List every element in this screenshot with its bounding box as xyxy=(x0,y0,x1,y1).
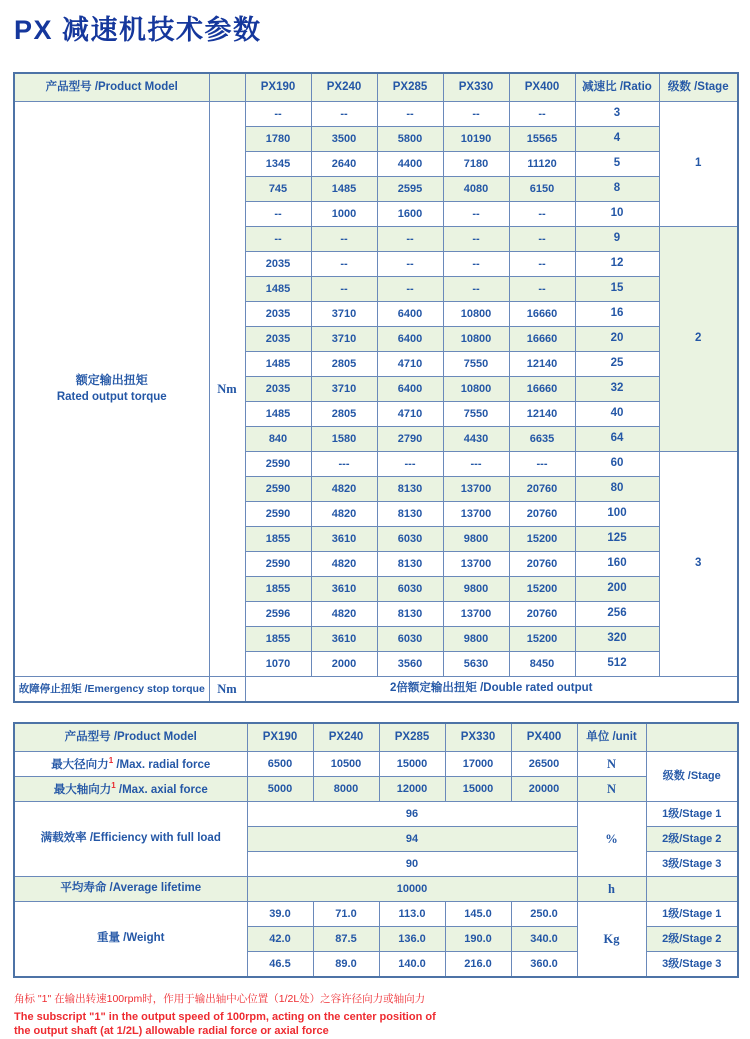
torque-value-cell: 2590 xyxy=(245,552,311,577)
torque-value-cell: 10190 xyxy=(443,127,509,152)
torque-value-cell: 9800 xyxy=(443,527,509,552)
torque-value-cell: 11120 xyxy=(509,152,575,177)
torque-value-cell: 3710 xyxy=(311,302,377,327)
torque-value-cell: -- xyxy=(509,277,575,302)
ratio-cell: 80 xyxy=(575,477,659,502)
ratio-header: 减速比 /Ratio xyxy=(575,73,659,102)
torque-value-cell: 3610 xyxy=(311,527,377,552)
ratio-cell: 64 xyxy=(575,427,659,452)
torque-value-cell: -- xyxy=(245,227,311,252)
lifetime-row xyxy=(14,877,738,902)
stage-label-cell: 1级/Stage 1 xyxy=(646,902,738,927)
product-model-header: 产品型号 /Product Model xyxy=(14,73,209,102)
weight-value-cell: 360.0 xyxy=(511,952,577,978)
stage-column-header xyxy=(646,723,738,752)
torque-value-cell: -- xyxy=(245,102,311,127)
ratio-cell: 512 xyxy=(575,652,659,677)
torque-value-cell: 2790 xyxy=(377,427,443,452)
torque-value-cell: 8130 xyxy=(377,477,443,502)
weight-value-cell: 89.0 xyxy=(313,952,379,978)
torque-value-cell: 10800 xyxy=(443,302,509,327)
torque-value-cell: 12140 xyxy=(509,352,575,377)
weight-value-cell: 190.0 xyxy=(445,927,511,952)
torque-value-cell: 2035 xyxy=(245,377,311,402)
stage-label-cell: 2级/Stage 2 xyxy=(646,827,738,852)
model-header: PX400 xyxy=(511,723,577,752)
ratio-cell: 16 xyxy=(575,302,659,327)
torque-value-cell: 8130 xyxy=(377,502,443,527)
stage-label-cell: 3级/Stage 3 xyxy=(646,852,738,877)
ratio-cell: 40 xyxy=(575,402,659,427)
torque-value-cell: 3500 xyxy=(311,127,377,152)
efficiency-row xyxy=(14,802,738,827)
ratio-cell: 10 xyxy=(575,202,659,227)
torque-value-cell: 3560 xyxy=(377,652,443,677)
ratio-cell: 12 xyxy=(575,252,659,277)
torque-value-cell: 745 xyxy=(245,177,311,202)
torque-value-cell: -- xyxy=(443,277,509,302)
torque-value-cell: -- xyxy=(509,252,575,277)
torque-value-cell: 5800 xyxy=(377,127,443,152)
torque-value-cell: 2590 xyxy=(245,477,311,502)
ratio-cell: 160 xyxy=(575,552,659,577)
torque-value-cell: -- xyxy=(311,227,377,252)
torque-value-cell: 16660 xyxy=(509,377,575,402)
unit-header: 单位 /unit xyxy=(577,723,646,752)
model-header: PX285 xyxy=(377,73,443,102)
torque-value-cell: 3710 xyxy=(311,377,377,402)
torque-value-cell: 1000 xyxy=(311,202,377,227)
force-value-cell: 8000 xyxy=(313,777,379,802)
max-radial-force-label xyxy=(14,752,247,777)
torque-value-cell: --- xyxy=(311,452,377,477)
force-value-cell: 15000 xyxy=(379,752,445,777)
weight-value-cell: 250.0 xyxy=(511,902,577,927)
ratio-cell: 20 xyxy=(575,327,659,352)
torque-value-cell: -- xyxy=(443,252,509,277)
ratio-cell: 256 xyxy=(575,602,659,627)
torque-value-cell: 1855 xyxy=(245,527,311,552)
force-value-cell: 6500 xyxy=(247,752,313,777)
torque-value-cell: 7550 xyxy=(443,352,509,377)
stage-header: 级数 /Stage xyxy=(659,73,738,102)
torque-value-cell: 2035 xyxy=(245,302,311,327)
emergency-value: 2倍额定输出扭矩 /Double rated output xyxy=(245,677,738,703)
stage-label-cell: 1级/Stage 1 xyxy=(646,802,738,827)
torque-value-cell: 4710 xyxy=(377,402,443,427)
ratio-cell: 25 xyxy=(575,352,659,377)
weight-value-cell: 46.5 xyxy=(247,952,313,978)
efficiency-label: 满载效率 /Efficiency with full load xyxy=(14,802,247,877)
torque-value-cell: 2805 xyxy=(311,402,377,427)
footnote-english-line1: The subscript "1" in the output speed of 100rpm, acting on the center position of xyxy=(14,1011,436,1023)
torque-value-cell: 9800 xyxy=(443,627,509,652)
model-header: PX190 xyxy=(245,73,311,102)
model-header: PX285 xyxy=(379,723,445,752)
force-value-cell: 12000 xyxy=(379,777,445,802)
force-superscript: 1 xyxy=(111,780,116,790)
torque-value-cell: 840 xyxy=(245,427,311,452)
torque-value-cell: 2805 xyxy=(311,352,377,377)
torque-value-cell: 10800 xyxy=(443,327,509,352)
torque-value-cell: 4820 xyxy=(311,502,377,527)
torque-value-cell: --- xyxy=(377,452,443,477)
ratio-cell: 125 xyxy=(575,527,659,552)
torque-unit-cell: Nm xyxy=(209,102,245,677)
torque-value-cell: -- xyxy=(311,277,377,302)
weight-value-cell: 42.0 xyxy=(247,927,313,952)
torque-value-cell: 2035 xyxy=(245,327,311,352)
stage-cell: 1 xyxy=(659,102,738,227)
specs-table xyxy=(13,722,739,978)
torque-value-cell: --- xyxy=(443,452,509,477)
torque-value-cell: 1345 xyxy=(245,152,311,177)
torque-value-cell: 16660 xyxy=(509,302,575,327)
stage-cell: 2 xyxy=(659,227,738,452)
stage-cell: 3 xyxy=(659,452,738,677)
model-header: PX330 xyxy=(443,73,509,102)
torque-row-label xyxy=(14,102,209,677)
torque-value-cell: 6400 xyxy=(377,327,443,352)
torque-value-cell: 12140 xyxy=(509,402,575,427)
weight-value-cell: 71.0 xyxy=(313,902,379,927)
ratio-cell: 15 xyxy=(575,277,659,302)
ratio-cell: 4 xyxy=(575,127,659,152)
emergency-unit-cell: Nm xyxy=(209,677,245,703)
ratio-cell: 200 xyxy=(575,577,659,602)
emergency-label: 故障停止扭矩 /Emergency stop torque xyxy=(14,677,209,703)
force-value-cell: 26500 xyxy=(511,752,577,777)
torque-value-cell: 2000 xyxy=(311,652,377,677)
force-value-cell: 15000 xyxy=(445,777,511,802)
torque-value-cell: 8130 xyxy=(377,552,443,577)
torque-value-cell: -- xyxy=(443,227,509,252)
torque-value-cell: 6030 xyxy=(377,577,443,602)
torque-value-cell: 1485 xyxy=(311,177,377,202)
force-row xyxy=(14,777,738,802)
weight-label: 重量 /Weight xyxy=(14,902,247,978)
weight-value-cell: 216.0 xyxy=(445,952,511,978)
torque-value-cell: 13700 xyxy=(443,502,509,527)
torque-value-cell: -- xyxy=(311,252,377,277)
unit-column-header xyxy=(209,73,245,102)
efficiency-value-cell: 94 xyxy=(247,827,577,852)
torque-value-cell: 3610 xyxy=(311,627,377,652)
torque-value-cell: 4430 xyxy=(443,427,509,452)
lifetime-stage-cell xyxy=(646,877,738,902)
lifetime-value-cell: 10000 xyxy=(247,877,577,902)
torque-value-cell: -- xyxy=(377,227,443,252)
torque-value-cell: 4080 xyxy=(443,177,509,202)
specs-header-row xyxy=(14,723,738,752)
torque-value-cell: 13700 xyxy=(443,477,509,502)
torque-value-cell: 4820 xyxy=(311,552,377,577)
torque-value-cell: 6150 xyxy=(509,177,575,202)
torque-value-cell: 3610 xyxy=(311,577,377,602)
model-header: PX240 xyxy=(313,723,379,752)
force-value-cell: 5000 xyxy=(247,777,313,802)
force-unit-cell: N xyxy=(577,777,646,802)
torque-value-cell: 1485 xyxy=(245,352,311,377)
torque-value-cell: -- xyxy=(509,202,575,227)
torque-value-cell: 7550 xyxy=(443,402,509,427)
torque-value-cell: -- xyxy=(311,102,377,127)
torque-value-cell: 1580 xyxy=(311,427,377,452)
torque-value-cell: 1600 xyxy=(377,202,443,227)
footnote-english-line2: the output shaft (at 1/2L) allowable radial force or axial force xyxy=(14,1025,329,1038)
ratio-cell: 60 xyxy=(575,452,659,477)
force-value-cell: 17000 xyxy=(445,752,511,777)
model-header: PX400 xyxy=(509,73,575,102)
torque-header-row xyxy=(14,73,738,102)
weight-unit-cell: Kg xyxy=(577,902,646,978)
torque-value-cell: 15565 xyxy=(509,127,575,152)
torque-value-cell: 4820 xyxy=(311,602,377,627)
torque-row xyxy=(14,102,738,127)
footnote-english xyxy=(14,1010,750,1039)
torque-value-cell: 20760 xyxy=(509,552,575,577)
torque-value-cell: --- xyxy=(509,452,575,477)
torque-table xyxy=(13,72,739,703)
torque-value-cell: 6635 xyxy=(509,427,575,452)
force-label-cn: 最大轴向力 xyxy=(53,783,112,796)
torque-value-cell: 4820 xyxy=(311,477,377,502)
torque-value-cell: 6030 xyxy=(377,627,443,652)
ratio-cell: 8 xyxy=(575,177,659,202)
efficiency-unit-cell: % xyxy=(577,802,646,877)
torque-value-cell: 2595 xyxy=(377,177,443,202)
footnote xyxy=(14,991,750,1039)
torque-value-cell: 15200 xyxy=(509,627,575,652)
efficiency-value-cell: 96 xyxy=(247,802,577,827)
torque-value-cell: 2640 xyxy=(311,152,377,177)
torque-value-cell: 13700 xyxy=(443,602,509,627)
weight-value-cell: 140.0 xyxy=(379,952,445,978)
efficiency-value-cell: 90 xyxy=(247,852,577,877)
torque-value-cell: 2590 xyxy=(245,452,311,477)
torque-value-cell: -- xyxy=(377,277,443,302)
ratio-cell: 5 xyxy=(575,152,659,177)
torque-value-cell: 1780 xyxy=(245,127,311,152)
torque-value-cell: 6400 xyxy=(377,377,443,402)
page-title: PX 减速机技术参数 xyxy=(14,15,262,45)
force-row xyxy=(14,752,738,777)
torque-value-cell: 1485 xyxy=(245,277,311,302)
ratio-cell: 320 xyxy=(575,627,659,652)
torque-value-cell: 15200 xyxy=(509,527,575,552)
torque-value-cell: 3710 xyxy=(311,327,377,352)
emergency-stop-row xyxy=(14,677,738,703)
force-label-en: /Max. axial force xyxy=(115,783,208,796)
model-header: PX190 xyxy=(247,723,313,752)
torque-value-cell: 4710 xyxy=(377,352,443,377)
ratio-cell: 100 xyxy=(575,502,659,527)
torque-value-cell: 2035 xyxy=(245,252,311,277)
torque-value-cell: 20760 xyxy=(509,602,575,627)
product-model-header: 产品型号 /Product Model xyxy=(14,723,247,752)
torque-value-cell: 1855 xyxy=(245,577,311,602)
torque-value-cell: -- xyxy=(377,252,443,277)
torque-value-cell: -- xyxy=(509,102,575,127)
ratio-cell: 9 xyxy=(575,227,659,252)
lifetime-label: 平均寿命 /Average lifetime xyxy=(14,877,247,902)
torque-label-cn: 额定输出扭矩 xyxy=(75,372,148,387)
torque-value-cell: 2596 xyxy=(245,602,311,627)
torque-value-cell: -- xyxy=(509,227,575,252)
weight-value-cell: 136.0 xyxy=(379,927,445,952)
torque-value-cell: 6030 xyxy=(377,527,443,552)
torque-value-cell: 6400 xyxy=(377,302,443,327)
force-label-cn: 最大径向力 xyxy=(51,758,109,771)
torque-value-cell: 1070 xyxy=(245,652,311,677)
torque-value-cell: 4400 xyxy=(377,152,443,177)
stage-column-title: 级数 /Stage xyxy=(646,752,738,802)
torque-value-cell: -- xyxy=(377,102,443,127)
force-superscript: 1 xyxy=(108,755,114,765)
stage-label-cell: 2级/Stage 2 xyxy=(646,927,738,952)
torque-value-cell: 9800 xyxy=(443,577,509,602)
torque-value-cell: -- xyxy=(443,102,509,127)
torque-value-cell: 1855 xyxy=(245,627,311,652)
ratio-cell: 3 xyxy=(575,102,659,127)
torque-value-cell: 8130 xyxy=(377,602,443,627)
model-header: PX240 xyxy=(311,73,377,102)
force-unit-cell: N xyxy=(577,752,646,777)
weight-value-cell: 340.0 xyxy=(511,927,577,952)
weight-value-cell: 39.0 xyxy=(247,902,313,927)
weight-value-cell: 87.5 xyxy=(313,927,379,952)
force-label-en: /Max. radial force xyxy=(113,758,211,771)
weight-value-cell: 113.0 xyxy=(379,902,445,927)
force-value-cell: 10500 xyxy=(313,752,379,777)
torque-value-cell: -- xyxy=(443,202,509,227)
max-axial-force-label xyxy=(14,777,247,802)
footnote-chinese: 角标 "1" 在输出转速100rpm时，作用于输出轴中心位置（1/2L处）之容许径向力或轴向力 xyxy=(14,993,426,1005)
torque-value-cell: -- xyxy=(245,202,311,227)
ratio-cell: 32 xyxy=(575,377,659,402)
torque-value-cell: 15200 xyxy=(509,577,575,602)
torque-value-cell: 20760 xyxy=(509,477,575,502)
torque-value-cell: 8450 xyxy=(509,652,575,677)
stage-label-cell: 3级/Stage 3 xyxy=(646,952,738,978)
model-header: PX330 xyxy=(445,723,511,752)
torque-value-cell: 16660 xyxy=(509,327,575,352)
weight-value-cell: 145.0 xyxy=(445,902,511,927)
force-value-cell: 20000 xyxy=(511,777,577,802)
lifetime-unit-cell: h xyxy=(577,877,646,902)
torque-value-cell: 20760 xyxy=(509,502,575,527)
torque-value-cell: 5630 xyxy=(443,652,509,677)
weight-row xyxy=(14,902,738,927)
torque-value-cell: 1485 xyxy=(245,402,311,427)
torque-value-cell: 2590 xyxy=(245,502,311,527)
torque-value-cell: 13700 xyxy=(443,552,509,577)
torque-label-en: Rated output torque xyxy=(56,390,167,403)
torque-value-cell: 10800 xyxy=(443,377,509,402)
torque-value-cell: 7180 xyxy=(443,152,509,177)
